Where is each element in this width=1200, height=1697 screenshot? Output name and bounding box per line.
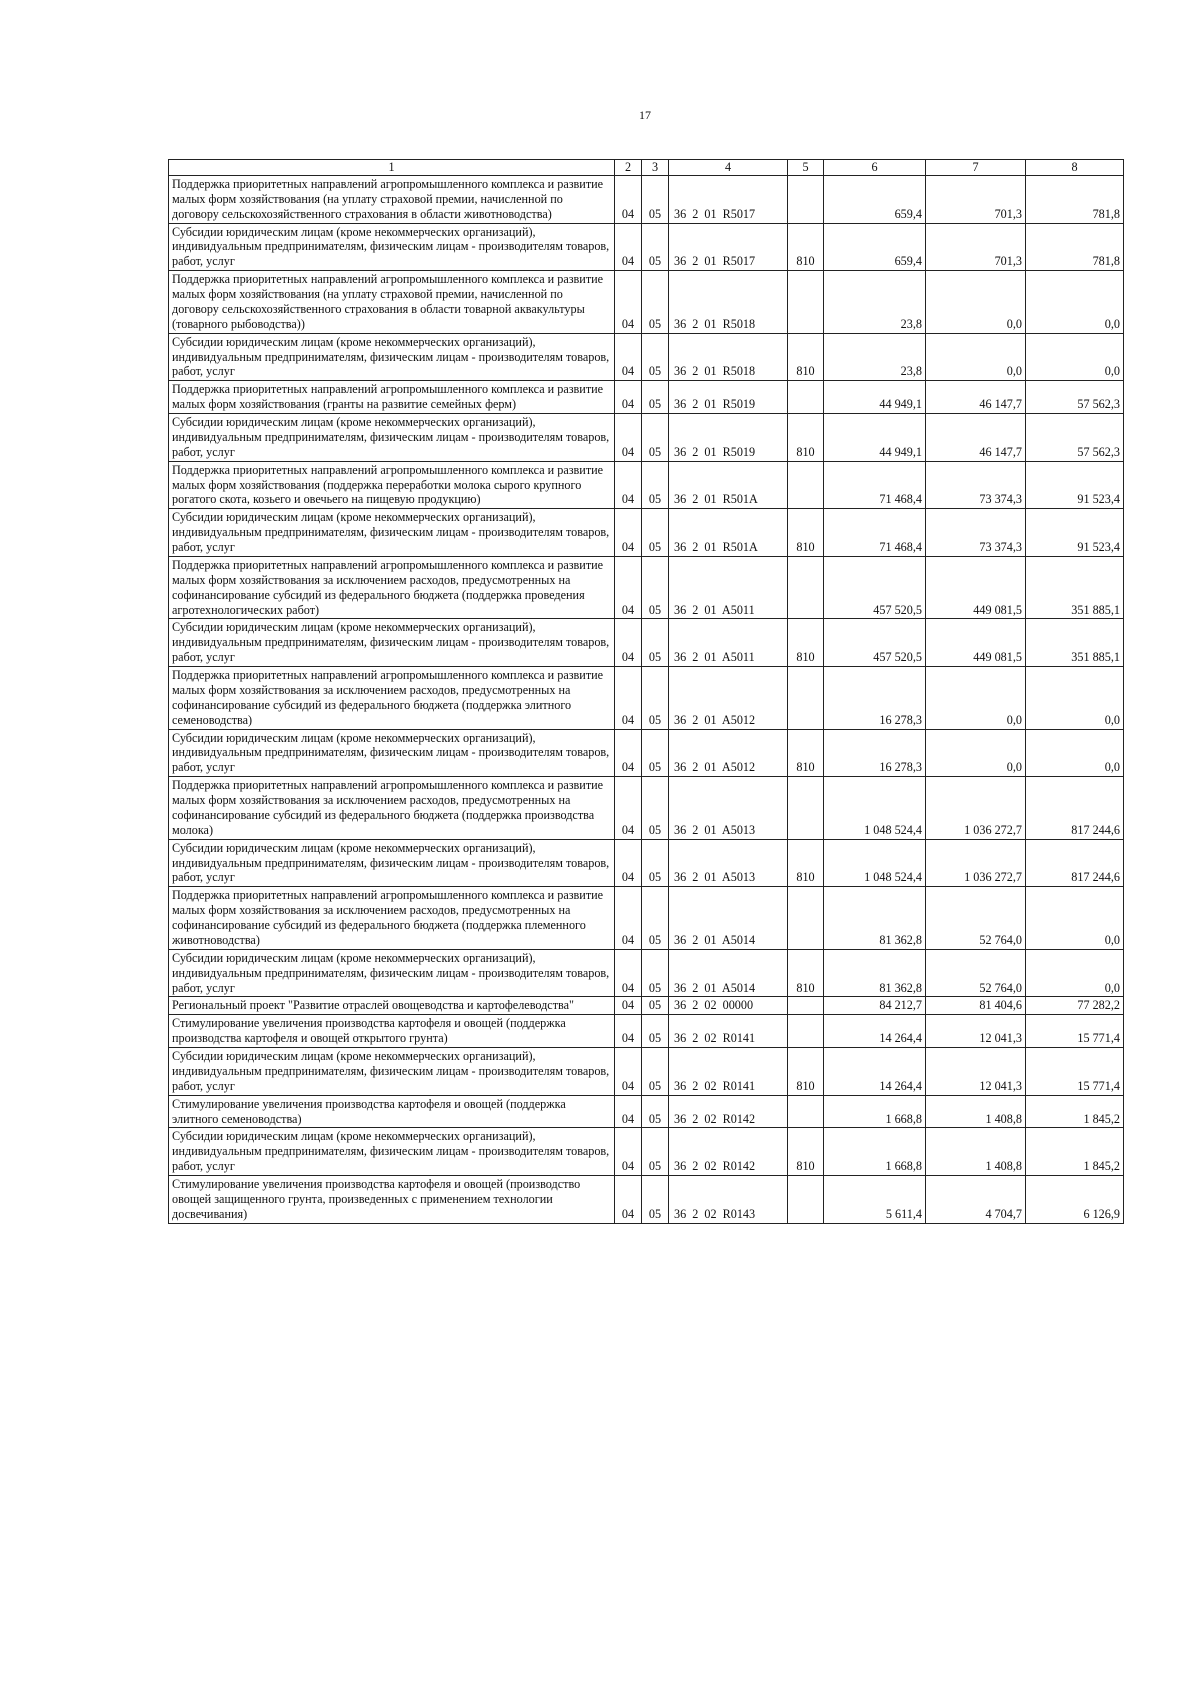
row-subsection-code: 05: [642, 509, 669, 557]
row-expense-type: [788, 175, 824, 223]
row-amount-year-1: 1 048 524,4: [824, 839, 926, 887]
row-amount-year-2: 12 041,3: [926, 1015, 1026, 1048]
row-section-code: 04: [615, 1048, 642, 1096]
table-row: [169, 667, 1124, 730]
row-amount-year-3: 91 523,4: [1026, 509, 1124, 557]
row-name: Стимулирование увеличения производства картофеля и овощей (поддержка элитного семеноводства): [169, 1095, 615, 1128]
row-amount-year-2: 0,0: [926, 333, 1026, 381]
table-row: [169, 414, 1124, 462]
row-expense-type: [788, 556, 824, 619]
row-amount-year-1: 659,4: [824, 223, 926, 271]
row-section-code: 04: [615, 619, 642, 667]
row-name: Стимулирование увеличения производства картофеля и овощей (производство овощей защищенного грунта, произведенных с применением технологии досвечивания): [169, 1176, 615, 1224]
row-amount-year-2: 1 408,8: [926, 1128, 1026, 1176]
row-target-article: 36 2 01 R5019: [669, 381, 788, 414]
row-subsection-code: 05: [642, 381, 669, 414]
row-section-code: 04: [615, 777, 642, 840]
row-expense-type: [788, 667, 824, 730]
row-amount-year-1: 44 949,1: [824, 381, 926, 414]
table-row: [169, 556, 1124, 619]
row-expense-type: 810: [788, 1048, 824, 1096]
row-amount-year-3: 0,0: [1026, 949, 1124, 997]
row-amount-year-2: 449 081,5: [926, 556, 1026, 619]
row-expense-type: [788, 997, 824, 1015]
row-name: Поддержка приоритетных направлений агропромышленного комплекса и развитие малых форм хозяйствования (на уплату страховой премии, начисленной по договору сельскохозяйственного страхования в области товарной аквакультуры (товарного рыбоводства)): [169, 271, 615, 334]
row-section-code: 04: [615, 667, 642, 730]
row-target-article: 36 2 02 R0141: [669, 1015, 788, 1048]
row-amount-year-1: 81 362,8: [824, 887, 926, 950]
row-target-article: 36 2 01 A5014: [669, 949, 788, 997]
row-expense-type: [788, 1015, 824, 1048]
row-name: Субсидии юридическим лицам (кроме некоммерческих организаций), индивидуальным предпринимателям, физическим лицам - производителям товаров, работ, услуг: [169, 729, 615, 777]
row-amount-year-2: 0,0: [926, 271, 1026, 334]
row-target-article: 36 2 01 A5013: [669, 839, 788, 887]
row-name: Субсидии юридическим лицам (кроме некоммерческих организаций), индивидуальным предпринимателям, физическим лицам - производителям товаров, работ, услуг: [169, 223, 615, 271]
row-amount-year-2: 1 036 272,7: [926, 839, 1026, 887]
row-target-article: 36 2 01 A5014: [669, 887, 788, 950]
row-subsection-code: 05: [642, 887, 669, 950]
row-amount-year-3: 15 771,4: [1026, 1048, 1124, 1096]
row-amount-year-2: 46 147,7: [926, 414, 1026, 462]
row-amount-year-1: 71 468,4: [824, 509, 926, 557]
row-amount-year-1: 81 362,8: [824, 949, 926, 997]
row-name: Поддержка приоритетных направлений агропромышленного комплекса и развитие малых форм хозяйствования (гранты на развитие семейных ферм): [169, 381, 615, 414]
row-amount-year-3: 351 885,1: [1026, 556, 1124, 619]
row-section-code: 04: [615, 223, 642, 271]
row-amount-year-1: 23,8: [824, 333, 926, 381]
row-amount-year-2: 1 036 272,7: [926, 777, 1026, 840]
row-section-code: 04: [615, 381, 642, 414]
row-name: Поддержка приоритетных направлений агропромышленного комплекса и развитие малых форм хозяйствования за исключением расходов, предусмотренных на софинансирование субсидий из федерального бюджета (поддержка элитного семеноводства): [169, 667, 615, 730]
table-row: [169, 333, 1124, 381]
row-name: Субсидии юридическим лицам (кроме некоммерческих организаций), индивидуальным предпринимателям, физическим лицам - производителям товаров, работ, услуг: [169, 1128, 615, 1176]
row-amount-year-2: 46 147,7: [926, 381, 1026, 414]
row-name: Поддержка приоритетных направлений агропромышленного комплекса и развитие малых форм хозяйствования за исключением расходов, предусмотренных на софинансирование субсидий из федерального бюджета (поддержка производства молока): [169, 777, 615, 840]
row-name: Субсидии юридическим лицам (кроме некоммерческих организаций), индивидуальным предпринимателям, физическим лицам - производителям товаров, работ, услуг: [169, 619, 615, 667]
row-subsection-code: 05: [642, 556, 669, 619]
row-amount-year-3: 817 244,6: [1026, 839, 1124, 887]
row-expense-type: 810: [788, 509, 824, 557]
table-row: [169, 1048, 1124, 1096]
budget-table: [168, 159, 1124, 1224]
row-amount-year-3: 6 126,9: [1026, 1176, 1124, 1224]
row-expense-type: [788, 1095, 824, 1128]
row-amount-year-2: 81 404,6: [926, 997, 1026, 1015]
row-expense-type: [788, 1176, 824, 1224]
row-subsection-code: 05: [642, 777, 669, 840]
row-section-code: 04: [615, 997, 642, 1015]
column-header: 1: [169, 160, 615, 176]
row-amount-year-3: 351 885,1: [1026, 619, 1124, 667]
row-amount-year-3: 1 845,2: [1026, 1095, 1124, 1128]
row-amount-year-3: 781,8: [1026, 175, 1124, 223]
column-header: 2: [615, 160, 642, 176]
row-target-article: 36 2 01 A5012: [669, 729, 788, 777]
row-amount-year-1: 1 048 524,4: [824, 777, 926, 840]
row-subsection-code: 05: [642, 1128, 669, 1176]
row-expense-type: 810: [788, 333, 824, 381]
row-target-article: 36 2 02 R0142: [669, 1095, 788, 1128]
row-subsection-code: 05: [642, 414, 669, 462]
table-row: [169, 887, 1124, 950]
row-target-article: 36 2 01 A5012: [669, 667, 788, 730]
row-target-article: 36 2 02 R0141: [669, 1048, 788, 1096]
column-header: 7: [926, 160, 1026, 176]
row-expense-type: [788, 271, 824, 334]
row-amount-year-3: 817 244,6: [1026, 777, 1124, 840]
row-name: Стимулирование увеличения производства картофеля и овощей (поддержка производства картофеля и овощей открытого грунта): [169, 1015, 615, 1048]
table-row: [169, 509, 1124, 557]
row-target-article: 36 2 01 R5019: [669, 414, 788, 462]
row-amount-year-1: 44 949,1: [824, 414, 926, 462]
row-name: Субсидии юридическим лицам (кроме некоммерческих организаций), индивидуальным предпринимателям, физическим лицам - производителям товаров, работ, услуг: [169, 333, 615, 381]
table-row: [169, 1176, 1124, 1224]
row-subsection-code: 05: [642, 223, 669, 271]
row-section-code: 04: [615, 333, 642, 381]
table-row: [169, 271, 1124, 334]
row-amount-year-2: 701,3: [926, 175, 1026, 223]
row-target-article: 36 2 01 R501A: [669, 461, 788, 509]
row-target-article: 36 2 01 R501A: [669, 509, 788, 557]
row-amount-year-2: 52 764,0: [926, 949, 1026, 997]
column-header: 6: [824, 160, 926, 176]
row-expense-type: 810: [788, 619, 824, 667]
row-name: Поддержка приоритетных направлений агропромышленного комплекса и развитие малых форм хозяйствования (поддержка переработки молока сырого крупного рогатого скота, козьего и овечьего на пищевую продукцию): [169, 461, 615, 509]
row-amount-year-3: 0,0: [1026, 271, 1124, 334]
row-amount-year-3: 1 845,2: [1026, 1128, 1124, 1176]
page-number: 17: [639, 108, 651, 122]
row-section-code: 04: [615, 1128, 642, 1176]
row-expense-type: [788, 887, 824, 950]
row-amount-year-3: 781,8: [1026, 223, 1124, 271]
row-amount-year-3: 91 523,4: [1026, 461, 1124, 509]
header-row: [169, 160, 1124, 176]
row-name: Поддержка приоритетных направлений агропромышленного комплекса и развитие малых форм хозяйствования (на уплату страховой премии, начисленной по договору сельскохозяйственного страхования в области животноводства): [169, 175, 615, 223]
row-target-article: 36 2 01 R5017: [669, 175, 788, 223]
row-amount-year-2: 73 374,3: [926, 461, 1026, 509]
row-subsection-code: 05: [642, 619, 669, 667]
row-section-code: 04: [615, 1176, 642, 1224]
row-target-article: 36 2 01 R5017: [669, 223, 788, 271]
row-amount-year-2: 4 704,7: [926, 1176, 1026, 1224]
column-header: 8: [1026, 160, 1124, 176]
row-amount-year-3: 57 562,3: [1026, 414, 1124, 462]
row-amount-year-1: 23,8: [824, 271, 926, 334]
row-expense-type: [788, 777, 824, 840]
row-section-code: 04: [615, 1095, 642, 1128]
row-amount-year-1: 16 278,3: [824, 667, 926, 730]
row-amount-year-1: 457 520,5: [824, 556, 926, 619]
row-name: Субсидии юридическим лицам (кроме некоммерческих организаций), индивидуальным предпринимателям, физическим лицам - производителям товаров, работ, услуг: [169, 509, 615, 557]
row-amount-year-1: 5 611,4: [824, 1176, 926, 1224]
row-amount-year-2: 52 764,0: [926, 887, 1026, 950]
row-expense-type: 810: [788, 729, 824, 777]
row-subsection-code: 05: [642, 729, 669, 777]
table-row: [169, 949, 1124, 997]
table-row: [169, 777, 1124, 840]
row-amount-year-1: 16 278,3: [824, 729, 926, 777]
row-amount-year-1: 71 468,4: [824, 461, 926, 509]
row-amount-year-2: 701,3: [926, 223, 1026, 271]
table-row: [169, 729, 1124, 777]
table-row: [169, 175, 1124, 223]
row-target-article: 36 2 02 00000: [669, 997, 788, 1015]
row-target-article: 36 2 01 A5013: [669, 777, 788, 840]
row-expense-type: [788, 461, 824, 509]
column-header: 3: [642, 160, 669, 176]
table-row: [169, 839, 1124, 887]
table-row: [169, 619, 1124, 667]
row-name: Поддержка приоритетных направлений агропромышленного комплекса и развитие малых форм хозяйствования за исключением расходов, предусмотренных на софинансирование субсидий из федерального бюджета (поддержка племенного животноводства): [169, 887, 615, 950]
row-target-article: 36 2 02 R0142: [669, 1128, 788, 1176]
row-subsection-code: 05: [642, 1015, 669, 1048]
row-target-article: 36 2 01 A5011: [669, 619, 788, 667]
table-row: [169, 1095, 1124, 1128]
row-subsection-code: 05: [642, 839, 669, 887]
row-expense-type: 810: [788, 839, 824, 887]
table-row: [169, 1128, 1124, 1176]
row-subsection-code: 05: [642, 949, 669, 997]
table-body: [169, 175, 1124, 1223]
row-amount-year-1: 14 264,4: [824, 1015, 926, 1048]
row-name: Субсидии юридическим лицам (кроме некоммерческих организаций), индивидуальным предпринимателям, физическим лицам - производителям товаров, работ, услуг: [169, 414, 615, 462]
row-section-code: 04: [615, 556, 642, 619]
row-amount-year-2: 0,0: [926, 667, 1026, 730]
row-amount-year-1: 1 668,8: [824, 1095, 926, 1128]
row-amount-year-3: 15 771,4: [1026, 1015, 1124, 1048]
row-target-article: 36 2 01 R5018: [669, 333, 788, 381]
row-name: Региональный проект "Развитие отраслей овощеводства и картофелеводства": [169, 997, 615, 1015]
row-subsection-code: 05: [642, 175, 669, 223]
row-section-code: 04: [615, 175, 642, 223]
row-name: Поддержка приоритетных направлений агропромышленного комплекса и развитие малых форм хозяйствования за исключением расходов, предусмотренных на софинансирование субсидий из федерального бюджета (поддержка проведения агротехнологических работ): [169, 556, 615, 619]
row-subsection-code: 05: [642, 333, 669, 381]
row-amount-year-2: 0,0: [926, 729, 1026, 777]
row-target-article: 36 2 01 R5018: [669, 271, 788, 334]
row-subsection-code: 05: [642, 997, 669, 1015]
row-amount-year-1: 14 264,4: [824, 1048, 926, 1096]
row-section-code: 04: [615, 949, 642, 997]
row-section-code: 04: [615, 509, 642, 557]
row-expense-type: 810: [788, 949, 824, 997]
row-section-code: 04: [615, 839, 642, 887]
row-amount-year-3: 77 282,2: [1026, 997, 1124, 1015]
row-amount-year-2: 12 041,3: [926, 1048, 1026, 1096]
row-expense-type: 810: [788, 1128, 824, 1176]
row-amount-year-1: 659,4: [824, 175, 926, 223]
row-amount-year-1: 457 520,5: [824, 619, 926, 667]
table-row: [169, 1015, 1124, 1048]
row-target-article: 36 2 02 R0143: [669, 1176, 788, 1224]
row-subsection-code: 05: [642, 667, 669, 730]
row-subsection-code: 05: [642, 1048, 669, 1096]
column-header: 5: [788, 160, 824, 176]
row-section-code: 04: [615, 461, 642, 509]
row-section-code: 04: [615, 1015, 642, 1048]
row-section-code: 04: [615, 887, 642, 950]
row-subsection-code: 05: [642, 1176, 669, 1224]
row-amount-year-1: 84 212,7: [824, 997, 926, 1015]
row-amount-year-3: 0,0: [1026, 887, 1124, 950]
column-header: 4: [669, 160, 788, 176]
row-name: Субсидии юридическим лицам (кроме некоммерческих организаций), индивидуальным предпринимателям, физическим лицам - производителям товаров, работ, услуг: [169, 839, 615, 887]
row-subsection-code: 05: [642, 271, 669, 334]
row-amount-year-3: 0,0: [1026, 667, 1124, 730]
row-subsection-code: 05: [642, 461, 669, 509]
row-section-code: 04: [615, 271, 642, 334]
row-target-article: 36 2 01 A5011: [669, 556, 788, 619]
row-expense-type: [788, 381, 824, 414]
row-expense-type: 810: [788, 414, 824, 462]
row-subsection-code: 05: [642, 1095, 669, 1128]
row-name: Субсидии юридическим лицам (кроме некоммерческих организаций), индивидуальным предпринимателям, физическим лицам - производителям товаров, работ, услуг: [169, 949, 615, 997]
table-row: [169, 223, 1124, 271]
row-amount-year-3: 0,0: [1026, 729, 1124, 777]
row-section-code: 04: [615, 414, 642, 462]
row-amount-year-1: 1 668,8: [824, 1128, 926, 1176]
row-amount-year-2: 449 081,5: [926, 619, 1026, 667]
table-row: [169, 461, 1124, 509]
table-row: [169, 997, 1124, 1015]
row-name: Субсидии юридическим лицам (кроме некоммерческих организаций), индивидуальным предпринимателям, физическим лицам - производителям товаров, работ, услуг: [169, 1048, 615, 1096]
row-amount-year-2: 73 374,3: [926, 509, 1026, 557]
table-row: [169, 381, 1124, 414]
row-amount-year-3: 57 562,3: [1026, 381, 1124, 414]
row-amount-year-2: 1 408,8: [926, 1095, 1026, 1128]
row-section-code: 04: [615, 729, 642, 777]
row-expense-type: 810: [788, 223, 824, 271]
row-amount-year-3: 0,0: [1026, 333, 1124, 381]
